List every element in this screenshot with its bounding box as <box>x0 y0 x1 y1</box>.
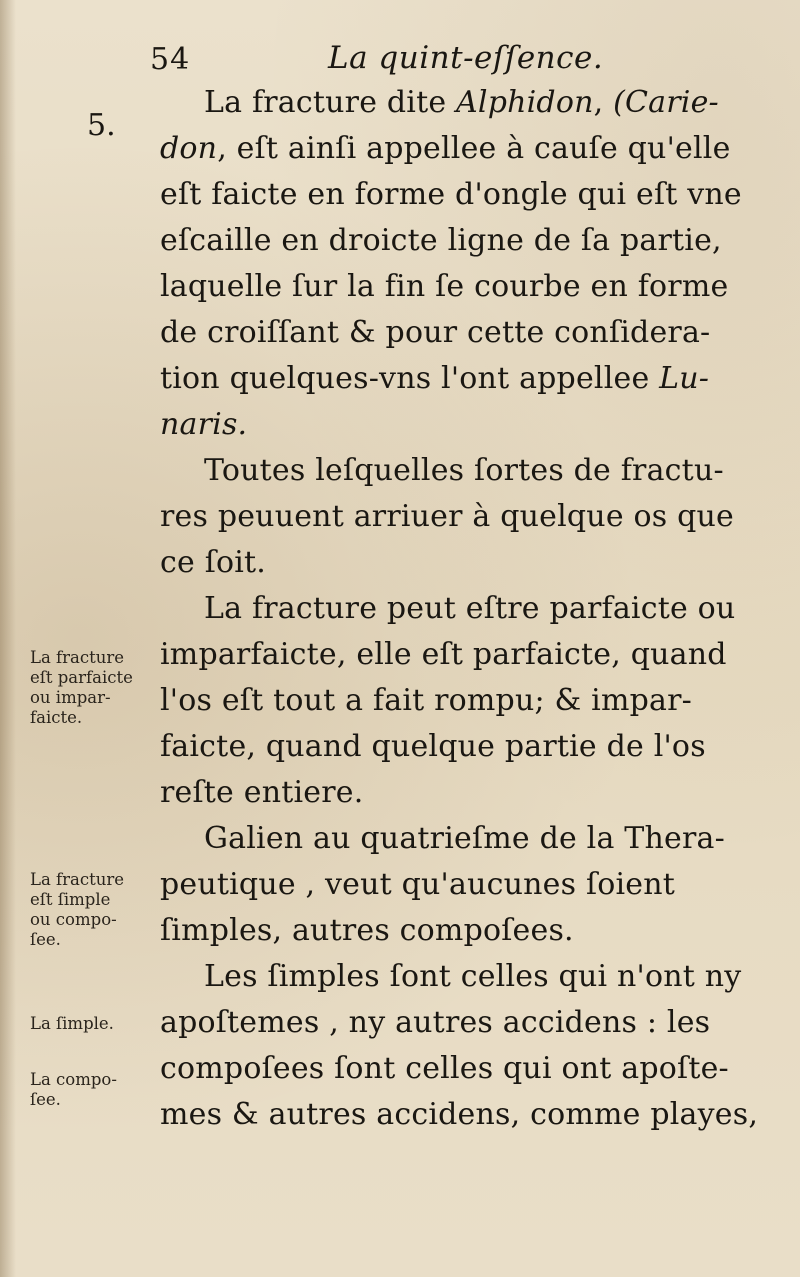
text-line: Les ſimples ſont celles qui n'ont ny <box>204 959 742 994</box>
margin-note-line: ou compo- <box>30 910 117 929</box>
text-line <box>160 80 758 126</box>
text-line <box>160 356 758 402</box>
text-line: imparfaicte, elle eſt parfaicte, quand <box>160 637 727 672</box>
text-line: compoſees ſont celles qui ont apoſte- <box>160 1051 729 1086</box>
margin-note-line: ſee. <box>30 930 61 949</box>
page-number: 54 <box>150 42 191 77</box>
text-line: Toutes leſquelles ſortes de fractu- <box>204 453 724 488</box>
margin-note-line: La ſimple. <box>30 1014 114 1033</box>
text-span: tion quelques-vns l'ont appellee <box>160 361 660 396</box>
text-line: l'os eſt tout a fait rompu; & impar- <box>160 683 692 718</box>
paragraph-alphidon <box>160 80 758 448</box>
margin-note-line: faicte. <box>30 708 83 727</box>
italic-term: Lu- <box>659 361 710 396</box>
text-line: ſimples, autres compoſees. <box>160 913 574 948</box>
text-line: laquelle ſur la fin ſe courbe en forme <box>160 269 729 304</box>
text-line: La fracture peut eſtre parfaicte ou <box>204 591 736 626</box>
paragraph-parfaicte <box>160 586 758 816</box>
paragraph-simples <box>160 954 758 1138</box>
margin-note-line: eſt ſimple <box>30 890 111 909</box>
italic-term: (Carie- <box>613 85 719 120</box>
margin-note-simple <box>30 1014 160 1034</box>
margin-note-simple-composee <box>30 870 160 950</box>
text-span: , eſt ainſi appellee à cauſe qu'elle <box>217 131 731 166</box>
section-number: 5. <box>87 108 116 143</box>
body-text <box>160 80 758 1138</box>
running-title: La quint-eſſence. <box>328 40 604 76</box>
margin-note-line: La compo- <box>30 1070 117 1089</box>
text-line: naris. <box>160 407 248 442</box>
text-line <box>160 126 758 172</box>
paragraph-sortes <box>160 448 758 586</box>
italic-term: don <box>160 131 218 166</box>
text-line: apoſtemes , ny autres accidens : les <box>160 1005 711 1040</box>
margin-note-line: La fracture <box>30 870 125 889</box>
margin-note-parfaicte <box>30 648 160 728</box>
text-line: peutique , veut qu'aucunes ſoient <box>160 867 676 902</box>
text-line: eſt faicte en forme d'ongle qui eſt vne <box>160 177 742 212</box>
margin-note-line: eſt parfaicte <box>30 668 133 687</box>
text-line: ce ſoit. <box>160 545 267 580</box>
margin-note-line: ou impar- <box>30 688 111 707</box>
text-span: La fracture dite <box>204 85 457 120</box>
text-line: mes & autres accidens, comme playes, <box>160 1097 759 1132</box>
margin-note-line: La fracture <box>30 648 125 667</box>
text-line: res peuuent arriuer à quelque os que <box>160 499 734 534</box>
text-line: eſcaille en droicte ligne de ſa partie, <box>160 223 722 258</box>
margin-note-composee <box>30 1070 160 1110</box>
text-span: , <box>593 85 614 120</box>
paragraph-galien <box>160 816 758 954</box>
text-line: faicte, quand quelque partie de l'os <box>160 729 706 764</box>
italic-term: Alphidon <box>456 85 594 120</box>
text-line: Galien au quatrieſme de la Thera- <box>204 821 725 856</box>
margin-note-line: ſee. <box>30 1090 61 1109</box>
text-line: reſte entiere. <box>160 775 364 810</box>
text-line: de croiſſant & pour cette conſidera- <box>160 315 711 350</box>
